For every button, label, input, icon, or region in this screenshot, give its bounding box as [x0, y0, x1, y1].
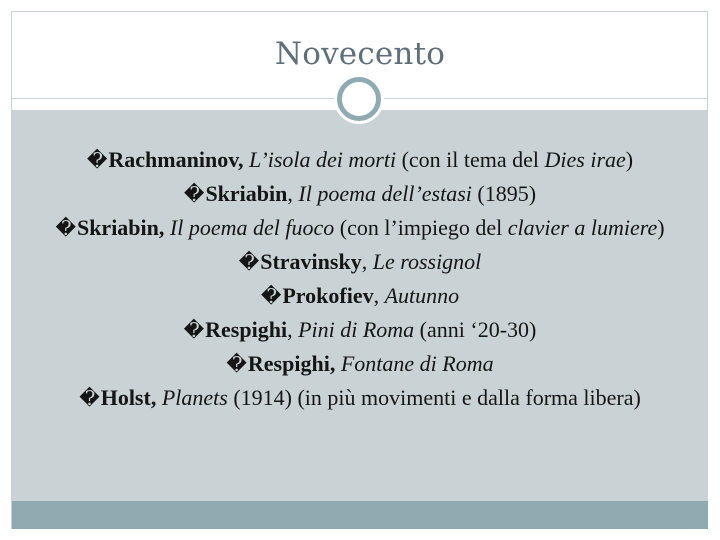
list-item [14, 386, 706, 410]
composer-name: Respighi [205, 317, 288, 342]
list-item [14, 284, 706, 308]
work-title: Autunno [384, 283, 460, 308]
composer-name: Skriabin, [76, 215, 165, 240]
composer-name: Respighi, [247, 351, 336, 376]
work-title: Il poema dell’estasi [298, 181, 472, 206]
work-note: (con il tema del [396, 147, 545, 172]
list-item [14, 318, 706, 342]
work-note-end: ) [625, 147, 634, 172]
work-title: Planets [161, 385, 228, 410]
footer-bar [12, 501, 708, 529]
bullet-icon: � [183, 184, 205, 206]
work-note: (anni ‘20-30) [414, 317, 537, 342]
separator: , [361, 249, 373, 274]
work-title: Le rossignol [372, 249, 482, 274]
work-note: (con l’impiego del [334, 215, 508, 240]
work-note: (1914) (in più movimenti e dalla forma libera) [227, 385, 641, 410]
work-title: Il poema del fuoco [169, 215, 335, 240]
work-note-italic: clavier a lumiere [507, 215, 658, 240]
list-item [14, 182, 706, 206]
composer-name: Holst, [100, 385, 157, 410]
work-title: Fontane di Roma [340, 351, 494, 376]
work-title: Pini di Roma [298, 317, 415, 342]
list-item [14, 352, 706, 376]
composer-name: Stravinsky [260, 249, 362, 274]
separator: , [287, 181, 299, 206]
work-note-italic: Dies irae [544, 147, 626, 172]
composer-name: Skriabin [205, 181, 288, 206]
bullet-icon: � [79, 388, 100, 410]
bullet-icon: � [86, 150, 108, 172]
list-item [14, 250, 706, 274]
separator: , [287, 317, 299, 342]
list-item [14, 216, 706, 240]
bullet-icon: � [226, 354, 247, 376]
list-item [14, 148, 706, 172]
work-note-end: ) [657, 215, 665, 240]
bullet-icon: � [183, 320, 205, 342]
bullet-icon: � [55, 218, 76, 240]
slide-title: Novecento [274, 36, 446, 72]
work-note: (1895) [471, 181, 537, 206]
work-title: L’isola dei morti [248, 147, 397, 172]
bullet-icon: � [260, 286, 282, 308]
separator: , [373, 283, 385, 308]
circle-ornament-icon [337, 77, 381, 121]
composer-name: Rachmaninov, [108, 147, 244, 172]
composer-name: Prokofiev [282, 283, 374, 308]
bullet-list [14, 148, 706, 420]
bullet-icon: � [238, 252, 260, 274]
